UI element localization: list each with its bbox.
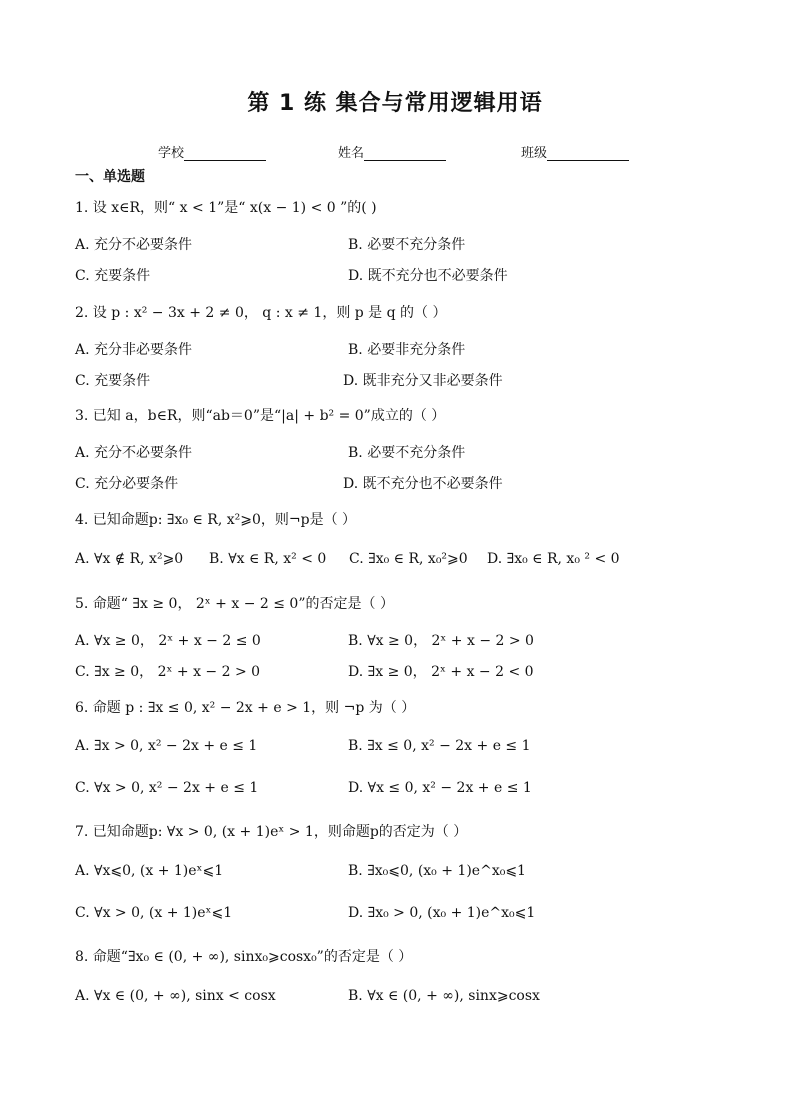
- question-5-stem: 5. 命题“ ∃x ≥ 0， 2ˣ + x − 2 ≤ 0”的否定是（ ）: [75, 596, 394, 612]
- question-5-option-a: A. ∀x ≥ 0， 2ˣ + x − 2 ≤ 0: [75, 633, 261, 649]
- question-2-option-b: B. 必要非充分条件: [348, 342, 466, 358]
- question-4-option-c: C. ∃x₀ ∈ R, x₀²⩾0: [349, 551, 468, 567]
- question-5-option-d: D. ∃x ≥ 0， 2ˣ + x − 2 < 0: [348, 664, 534, 680]
- question-6-stem: 6. 命题 p : ∃x ≤ 0, x² − 2x + e > 1，则 ¬p 为（ ）: [75, 700, 416, 716]
- question-2-option-d: D. 既非充分又非必要条件: [343, 373, 503, 389]
- question-1-stem: 1. 设 x∈R，则“ x < 1”是“ x(x − 1) < 0 ”的( ): [75, 200, 377, 216]
- question-1-option-d: D. 既不充分也不必要条件: [348, 268, 508, 284]
- question-7-option-c: C. ∀x > 0, (x + 1)eˣ⩽1: [75, 905, 233, 921]
- class-field: [521, 142, 629, 161]
- question-1-option-b: B. 必要不充分条件: [348, 237, 466, 253]
- question-5-option-b: B. ∀x ≥ 0， 2ˣ + x − 2 > 0: [348, 633, 534, 649]
- question-2-option-a: A. 充分非必要条件: [75, 342, 193, 358]
- question-1-option-c: C. 充要条件: [75, 268, 151, 284]
- section-heading: 一、单选题: [75, 169, 145, 185]
- school-blank[interactable]: [184, 146, 266, 161]
- question-3-option-a: A. 充分不必要条件: [75, 445, 193, 461]
- question-4-option-b: B. ∀x ∈ R, x² < 0: [209, 551, 327, 567]
- question-7-option-d: D. ∃x₀ > 0, (x₀ + 1)e^x₀⩽1: [348, 905, 536, 921]
- question-1-option-a: A. 充分不必要条件: [75, 237, 193, 253]
- question-4-option-d: D. ∃x₀ ∈ R, x₀ ² < 0: [487, 551, 620, 567]
- question-4-option-a: A. ∀x ∉ R, x²⩾0: [75, 551, 184, 567]
- question-7-stem: 7. 已知命题p: ∀x > 0, (x + 1)eˣ > 1，则命题p的否定为（ ）: [75, 824, 468, 840]
- question-7-option-b: B. ∃x₀⩽0, (x₀ + 1)e^x₀⩽1: [348, 863, 526, 879]
- question-2-option-c: C. 充要条件: [75, 373, 151, 389]
- school-label: 学校: [158, 146, 185, 161]
- question-3-option-b: B. 必要不充分条件: [348, 445, 466, 461]
- question-5-option-c: C. ∃x ≥ 0， 2ˣ + x − 2 > 0: [75, 664, 261, 680]
- school-field: [158, 142, 266, 161]
- name-blank[interactable]: [364, 146, 446, 161]
- question-6-option-a: A. ∃x > 0, x² − 2x + e ≤ 1: [75, 738, 258, 754]
- question-3-stem: 3. 已知 a，b∈R，则“ab＝0”是“|a| + b² = 0”成立的（ ）: [75, 408, 446, 424]
- question-4-stem: 4. 已知命题p: ∃x₀ ∈ R, x²⩾0，则¬p是（ ）: [75, 512, 357, 528]
- question-6-option-d: D. ∀x ≤ 0, x² − 2x + e ≤ 1: [348, 780, 532, 796]
- question-3-option-c: C. 充分必要条件: [75, 476, 179, 492]
- question-7-option-a: A. ∀x⩽0, (x + 1)eˣ⩽1: [75, 863, 224, 879]
- question-6-option-c: C. ∀x > 0, x² − 2x + e ≤ 1: [75, 780, 259, 796]
- page-title: 第 1 练 集合与常用逻辑用语: [247, 91, 543, 116]
- name-field: [338, 142, 446, 161]
- name-label: 姓名: [338, 146, 365, 161]
- question-6-option-b: B. ∃x ≤ 0, x² − 2x + e ≤ 1: [348, 738, 531, 754]
- question-8-option-b: B. ∀x ∈ (0, + ∞), sinx⩾cosx: [348, 988, 540, 1004]
- question-8-stem: 8. 命题“∃x₀ ∈ (0, + ∞), sinx₀⩾cosx₀”的否定是（ ）: [75, 949, 413, 965]
- question-3-option-d: D. 既不充分也不必要条件: [343, 476, 503, 492]
- class-blank[interactable]: [547, 146, 629, 161]
- class-label: 班级: [521, 146, 548, 161]
- question-2-stem: 2. 设 p : x² − 3x + 2 ≠ 0， q : x ≠ 1，则 p 是 q 的（ ）: [75, 305, 447, 321]
- question-8-option-a: A. ∀x ∈ (0, + ∞), sinx < cosx: [75, 988, 276, 1004]
